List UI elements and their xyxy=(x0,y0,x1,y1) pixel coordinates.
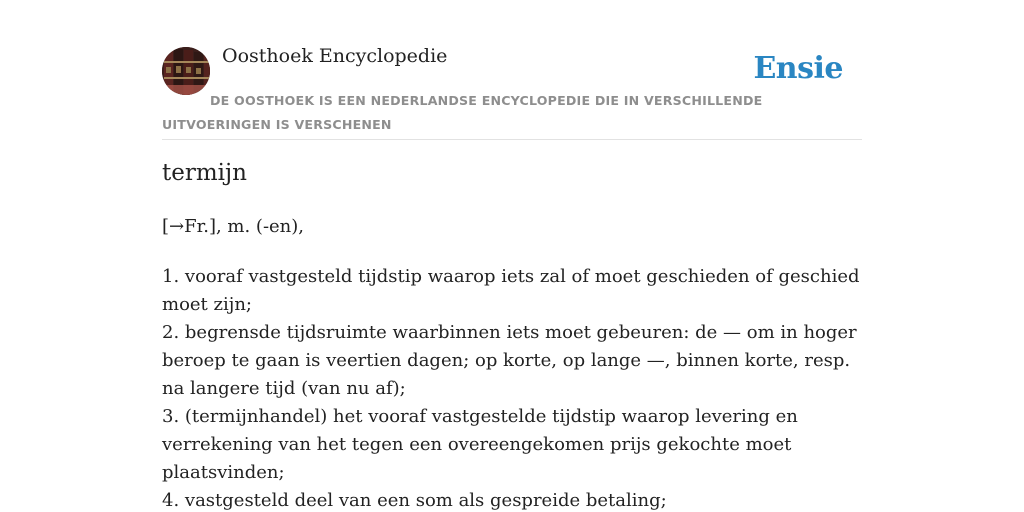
definition-item: 1. vooraf vastgesteld tijdstip waarop iets zal of moet geschieden of geschied moet zijn; xyxy=(162,266,860,315)
site-header xyxy=(162,0,862,140)
site-title[interactable]: Oosthoek Encyclopedie xyxy=(222,45,448,67)
site-description: DE OOSTHOEK IS EEN NEDERLANDSE ENCYCLOPEDIE DIE IN VERSCHILLENDE UITVOERINGEN IS VERSCHENEN xyxy=(162,93,763,132)
entry-term: termijn xyxy=(162,160,247,186)
definition-item: 2. begrensde tijdsruimte waarbinnen iets moet gebeuren: de — om in hoger beroep te gaan is veertien dagen; op korte, op lange —, binnen korte, resp. na langere tijd (van nu af); xyxy=(162,322,857,399)
entry-definitions xyxy=(162,263,862,512)
entry-etymology: [→Fr.], m. (-en), xyxy=(162,216,305,237)
book-spines-icon[interactable] xyxy=(162,47,210,95)
brand-logo[interactable]: Ensie xyxy=(753,51,843,86)
definition-item: 4. vastgesteld deel van een som als gespreide betaling; xyxy=(162,490,667,511)
content-container xyxy=(162,0,862,511)
definition-item: 3. (termijnhandel) het vooraf vastgestelde tijdstip waarop levering en verrekening van het tegen een overeengekomen prijs gekochte moet plaatsvinden; xyxy=(162,406,798,483)
